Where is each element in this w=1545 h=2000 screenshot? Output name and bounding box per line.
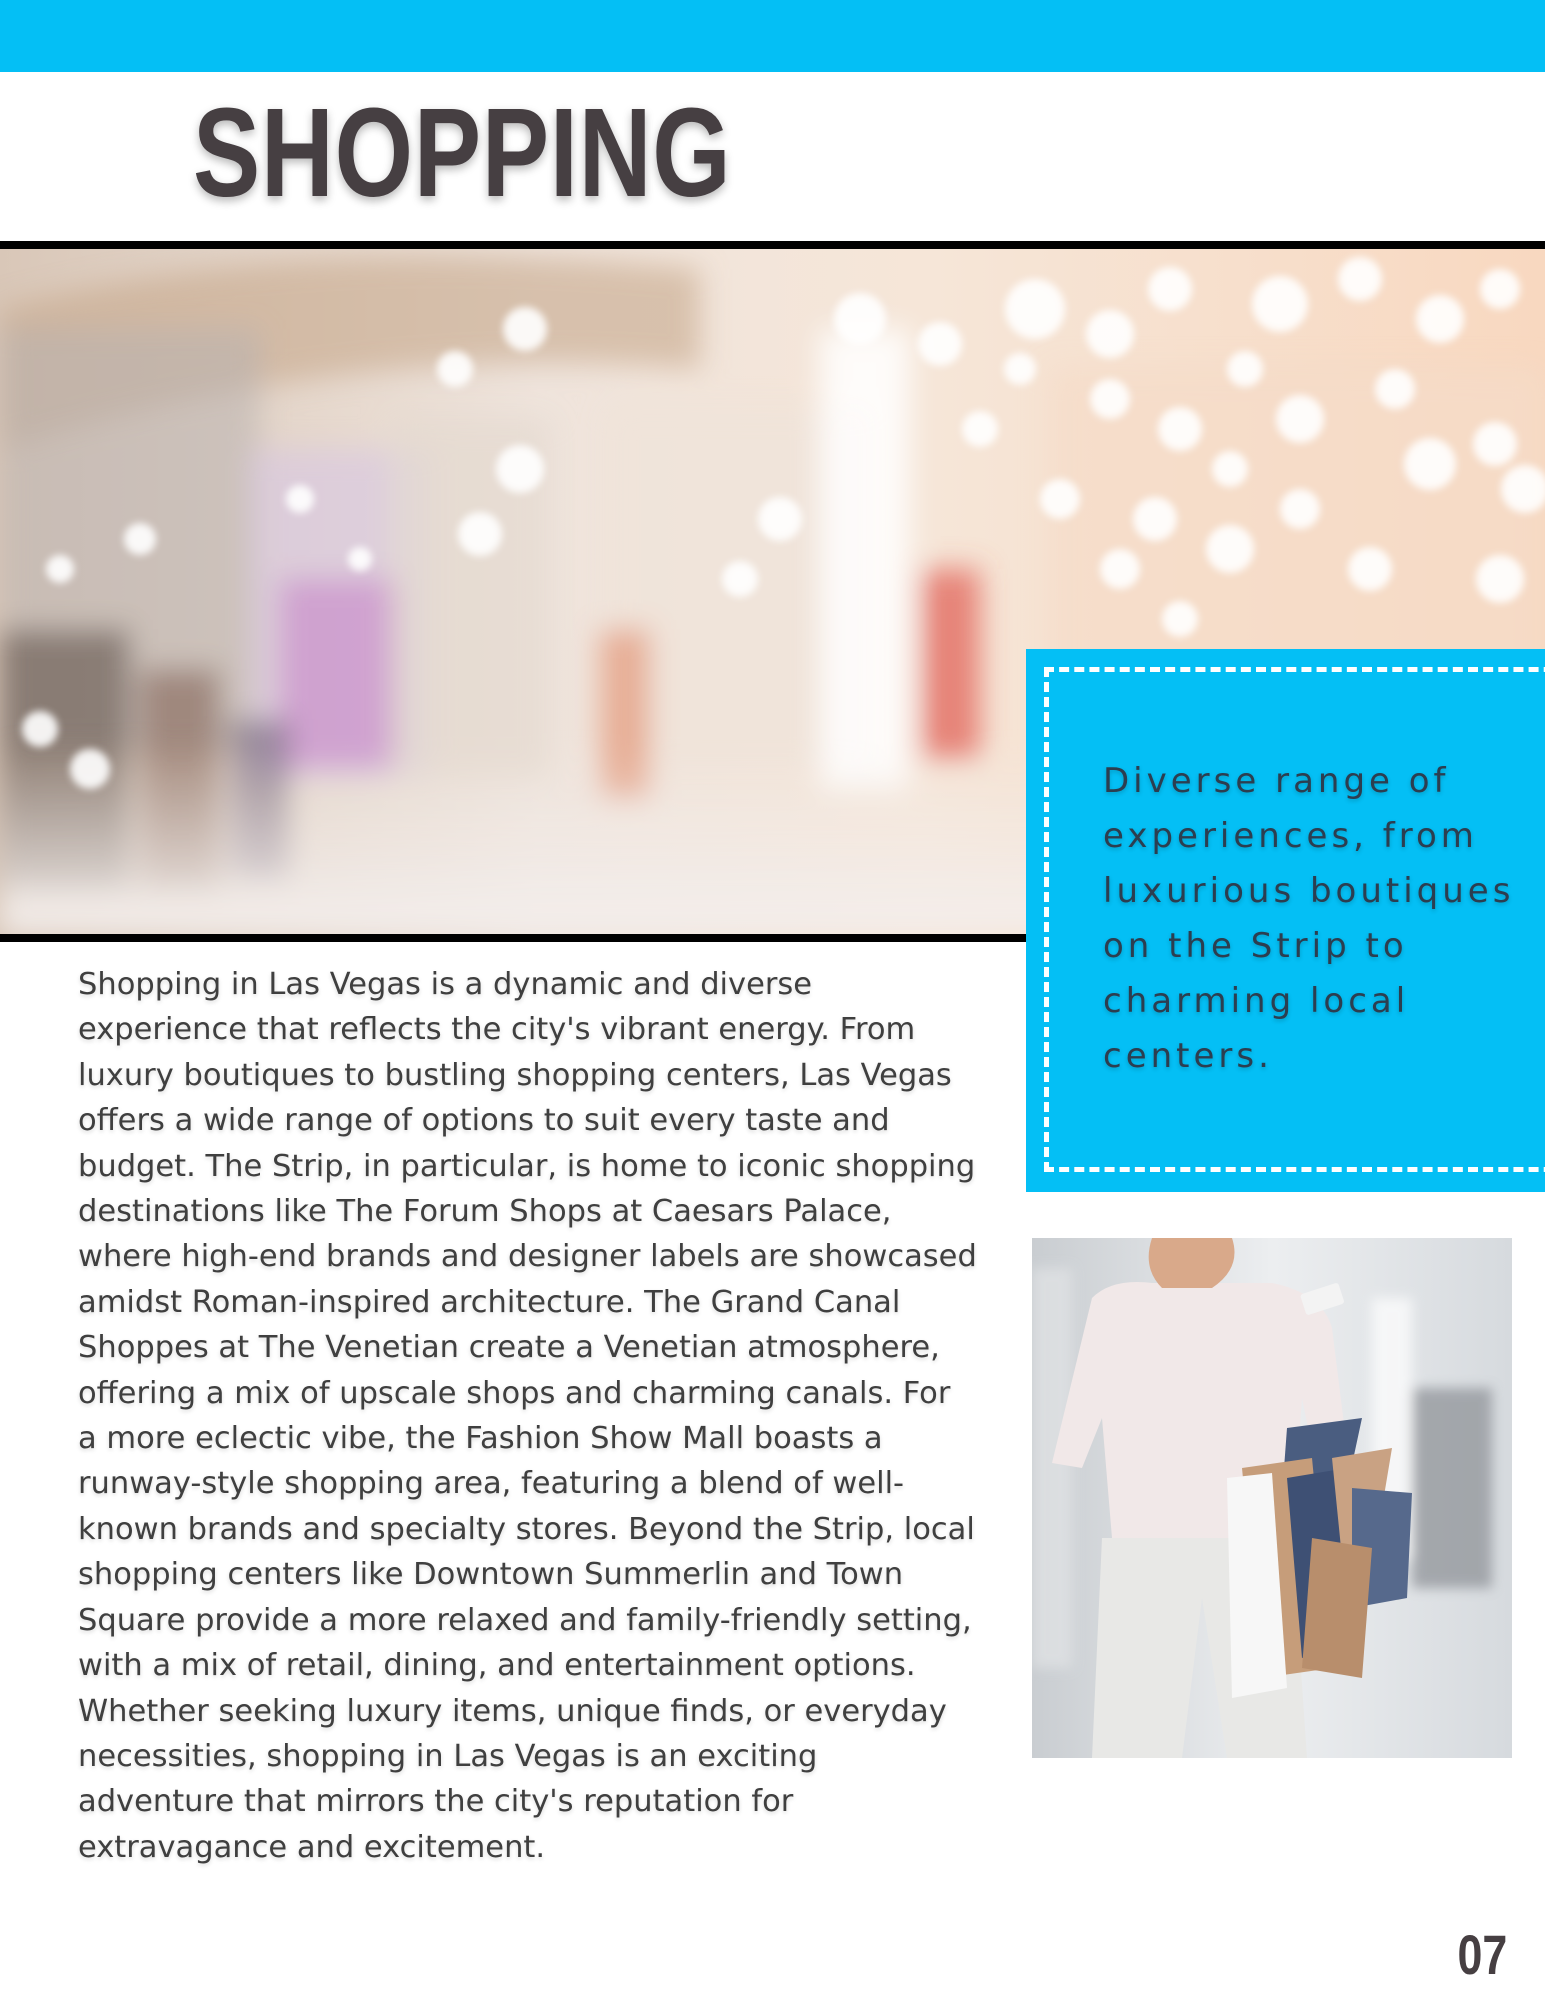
top-accent-bar — [0, 0, 1545, 72]
divider-top — [0, 241, 1545, 249]
body-paragraph: Shopping in Las Vegas is a dynamic and diverse experience that reflects the city's vibrant energy. From luxury boutiques to bustling shopping centers, Las Vegas offers a wide range of options to suit every taste and budget. The Strip, in particular, is home to iconic shopping destinations like The Forum Shops at Caesars Palace, where high-end brands and designer labels are showcased amidst Roman-inspired architecture. The Grand Canal Shoppes at The Venetian create a Venetian atmosphere, offering a mix of upscale shops and charming canals. For a more eclectic vibe, the Fashion Show Mall boasts a runway-style shopping area, featuring a blend of well-known brands and specialty stores. Beyond the Strip, local shopping centers like Downtown Summerlin and Town Square provide a more relaxed and family-friendly setting, with a mix of retail, dining, and entertainment options. Whether seeking luxury items, unique finds, or everyday necessities, shopping in Las Vegas is an exciting adventure that mirrors the city's reputation for extravagance and excitement. — [78, 967, 977, 1865]
callout-text: Diverse range of experiences, from luxurious boutiques on the Strip to charming local centers. — [1103, 761, 1515, 1076]
page-title: SHOPPING — [193, 82, 732, 223]
shopper-photo — [1032, 1238, 1512, 1758]
callout-box — [1026, 649, 1545, 1192]
page-number: 07 — [1457, 1923, 1507, 1986]
divider-bottom — [0, 934, 1030, 942]
